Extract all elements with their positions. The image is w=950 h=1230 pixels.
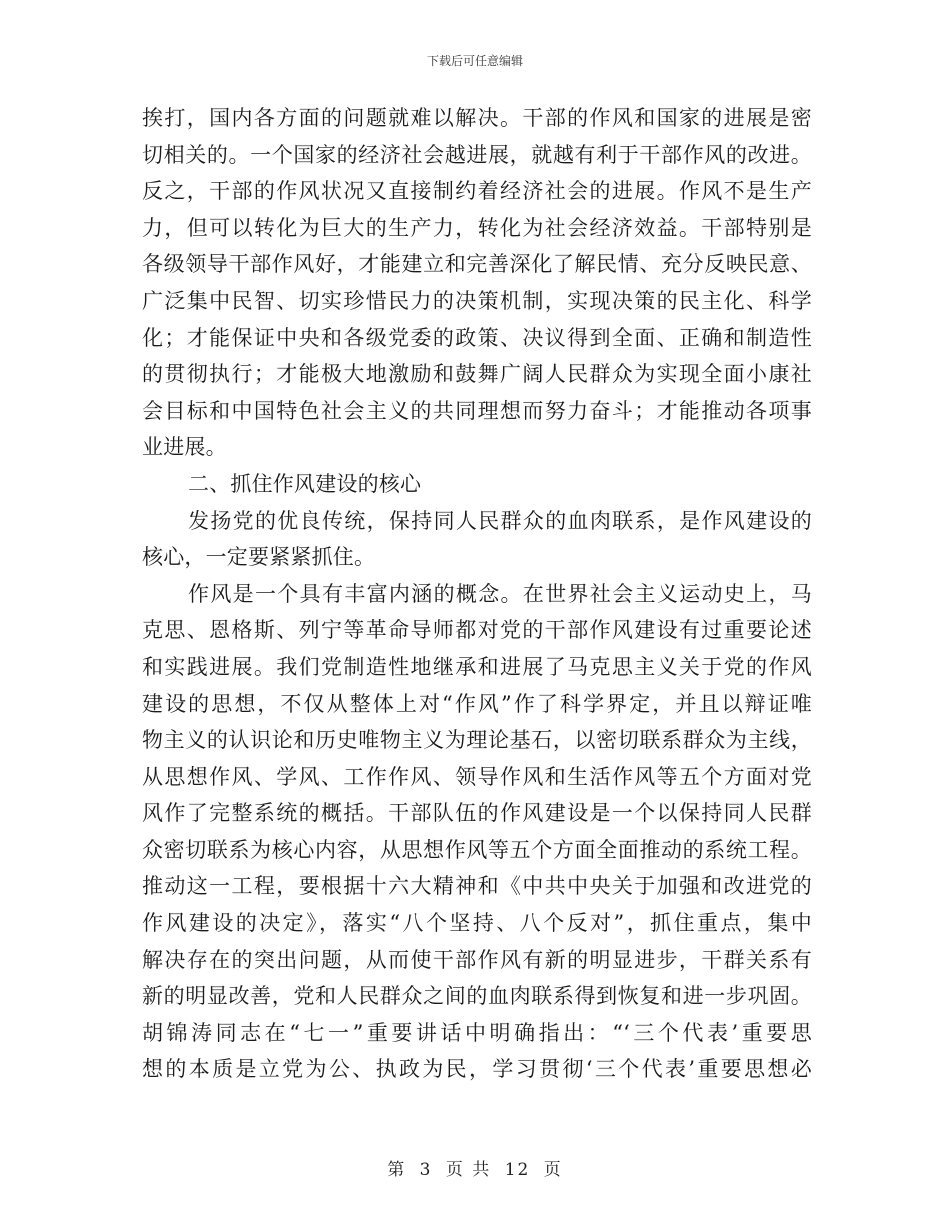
text-line: 发扬党的优良传统，保持同人民群众的血肉联系，是作风建设的 <box>188 508 812 533</box>
text-line: 业进展。 <box>142 435 227 460</box>
text-line: 化；才能保证中央和各级党委的政策、决议得到全面、正确和制造性 <box>142 325 812 350</box>
text-line: 作风建设的决定》，落实“八个坚持、八个反对”，抓住重点，集中 <box>142 911 812 936</box>
footer-suffix: 页 <box>543 1160 563 1180</box>
footer-page-number: 3 <box>419 1160 433 1180</box>
text-line: 新的明显改善，党和人民群众之间的血肉联系得到恢复和进一步巩固。 <box>142 984 812 1009</box>
text-line: 胡锦涛同志在“七一”重要讲话中明确指出：“‘三个代表’重要思 <box>142 1020 812 1045</box>
text-line: 核心，一定要紧紧抓住。 <box>142 545 376 570</box>
text-line: 物主义的认识论和历史唯物主义为理论基石，以密切联系群众为主线， <box>142 728 812 753</box>
text-line: 力，但可以转化为巨大的生产力，转化为社会经济效益。干部特别是 <box>142 215 812 240</box>
page-header: 下载后可任意编辑 <box>426 54 523 68</box>
text-line: 风作了完整系统的概括。干部队伍的作风建设是一个以保持同人民群 <box>142 801 812 826</box>
text-line: 切相关的。一个国家的经济社会越进展，就越有利于干部作风的改进。 <box>142 142 812 167</box>
text-line: 解决存在的突出问题，从而使干部作风有新的明显进步，干群关系有 <box>142 947 812 972</box>
text-line: 广泛集中民智、切实珍惜民力的决策机制，实现决策的民主化、科学 <box>142 288 812 313</box>
footer-total-pages: 12 <box>504 1160 531 1180</box>
text-line: 挨打，国内各方面的问题就难以解决。干部的作风和国家的进展是密 <box>142 106 812 130</box>
text-line: 克思、恩格斯、列宁等革命导师都对党的干部作风建设有过重要论述 <box>142 618 812 643</box>
text-line: 反之，干部的作风状况又直接制约着经济社会的进展。作风不是生产 <box>142 179 812 204</box>
text-line: 作风是一个具有丰富内涵的概念。在世界社会主义运动史上，马 <box>188 581 812 606</box>
footer-prefix: 第 <box>387 1160 407 1180</box>
text-line: 推动这一工程，要根据十六大精神和《中共中央关于加强和改进党的 <box>142 874 812 899</box>
footer-middle: 页 共 <box>445 1160 492 1180</box>
text-line: 建设的思想，不仅从整体上对“作风”作了科学界定，并且以辩证唯 <box>142 691 812 716</box>
text-line: 众密切联系为核心内容，从思想作风等五个方面全面推动的系统工程。 <box>142 837 812 862</box>
document-body <box>142 100 812 1088</box>
text-line: 从思想作风、学风、工作作风、领导作风和生活作风等五个方面对党 <box>142 764 812 789</box>
text-line: 和实践进展。我们党制造性地继承和进展了马克思主义关于党的作风 <box>142 654 812 679</box>
text-line: 想的本质是立党为公、执政为民，学习贯彻‘三个代表’重要思想必 <box>142 1057 812 1082</box>
text-line: 会目标和中国特色社会主义的共同理想而努力奋斗；才能推动各项事 <box>142 398 812 423</box>
page-footer <box>0 1155 950 1180</box>
text-line: 二、抓住作风建设的核心 <box>188 471 422 496</box>
text-line: 各级领导干部作风好，才能建立和完善深化了解民情、充分反映民意、 <box>142 252 812 277</box>
text-line: 的贯彻执行；才能极大地激励和鼓舞广阔人民群众为实现全面小康社 <box>142 362 812 387</box>
